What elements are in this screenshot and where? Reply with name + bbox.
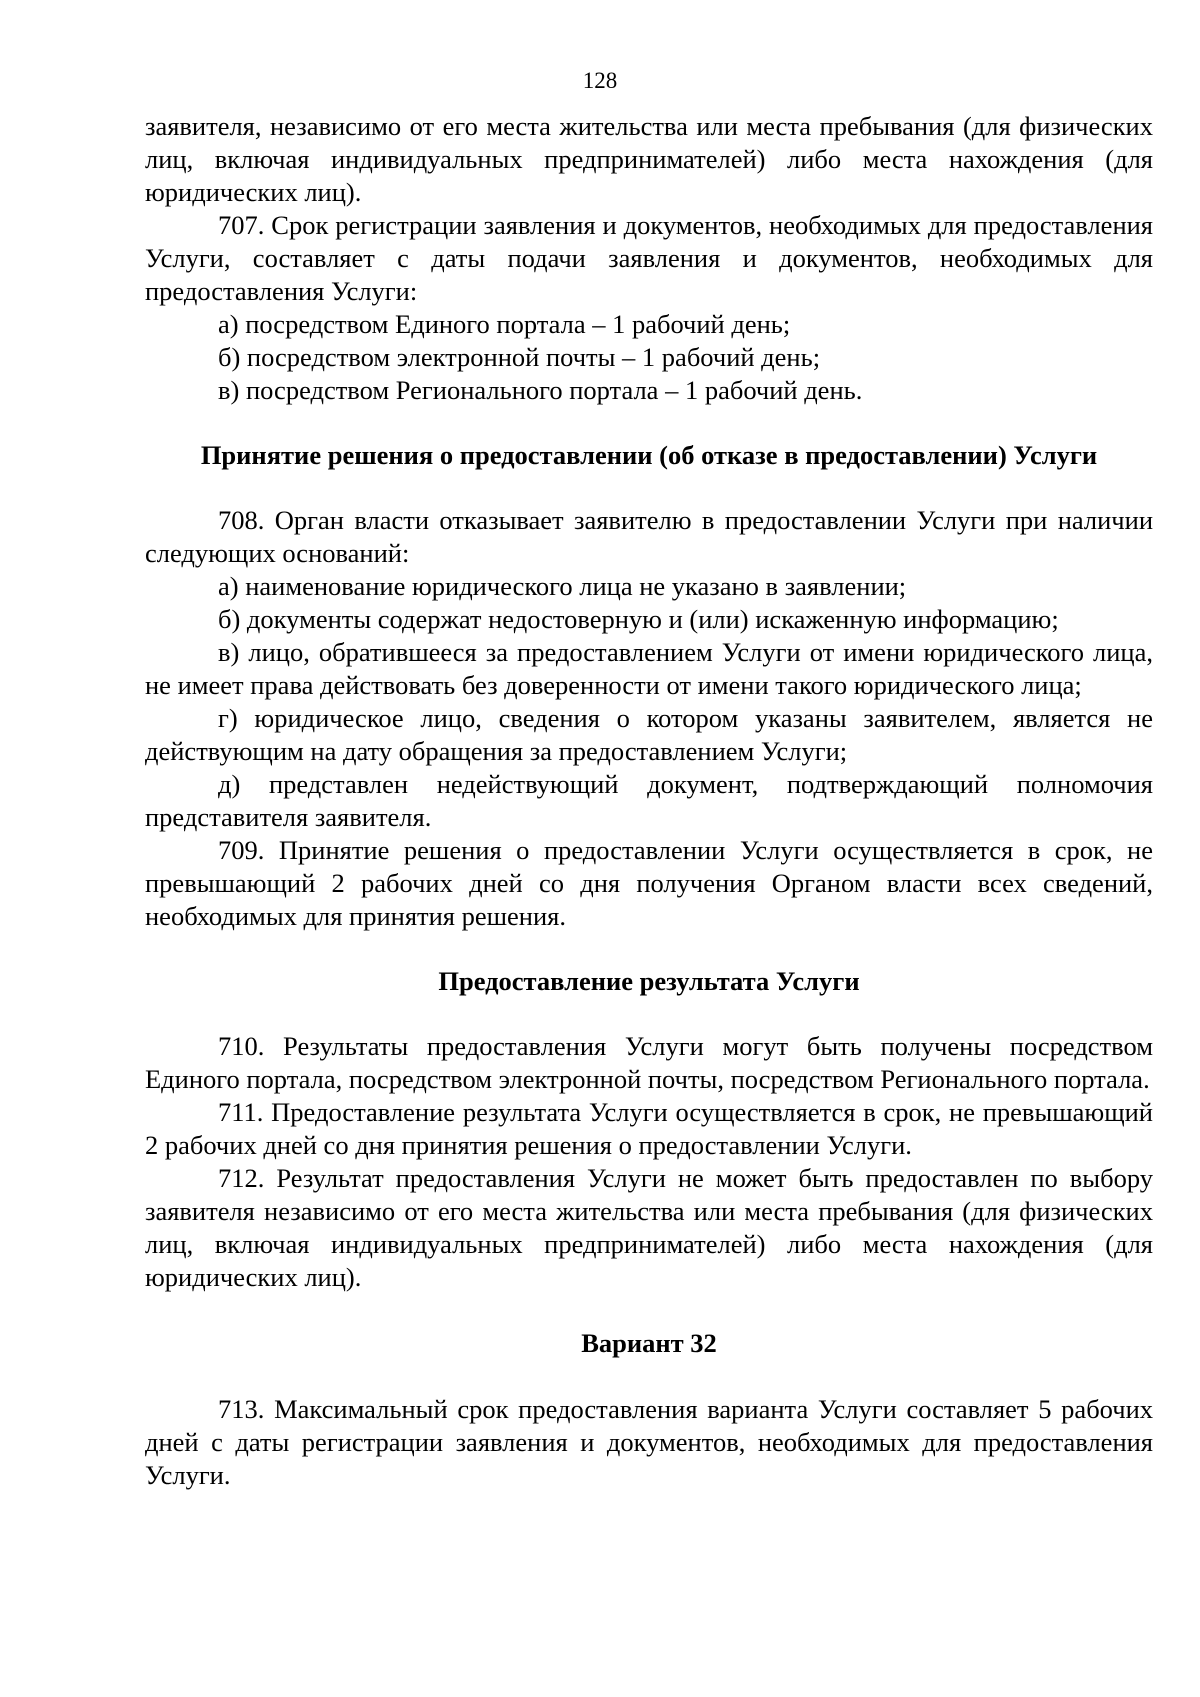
section-variant — [145, 1393, 1153, 1492]
list-item: б) посредством электронной почты – 1 рабочий день; — [218, 342, 821, 372]
paragraph: 710. Результаты предоставления Услуги могут быть получены посредством Единого портала, посредством электронной почты, посредством Регионального портала. — [145, 1031, 1153, 1094]
section-heading: Принятие решения о предоставлении (об отказе в предоставлении) Услуги — [200, 440, 1098, 470]
paragraph: 707. Срок регистрации заявления и документов, необходимых для предоставления Услуги, составляет с даты подачи заявления и документов, необходимых для предоставления Услуги: — [145, 210, 1153, 306]
list-item: а) посредством Единого портала – 1 рабочий день; — [218, 309, 791, 339]
list-item: г) юридическое лицо, сведения о котором указаны заявителем, является не действующим на дату обращения за предоставлением Услуги; — [145, 703, 1153, 766]
page-number: 128 — [582, 68, 618, 93]
list-item: в) посредством Регионального портала – 1 рабочий день. — [218, 375, 863, 405]
section-heading: Вариант 32 — [581, 1328, 717, 1358]
list-item: д) представлен недействующий документ, подтверждающий полномочия представителя заявителя. — [145, 769, 1153, 832]
paragraph: 711. Предоставление результата Услуги осуществляется в срок, не превышающий 2 рабочих дней со дня принятия решения о предоставлении Услуги. — [145, 1097, 1153, 1160]
paragraph: заявителя, независимо от его места жительства или места пребывания (для физических лиц, включая индивидуальных предпринимателей) либо места нахождения (для юридических лиц). — [145, 111, 1153, 207]
section-result — [145, 1030, 1153, 1294]
list-item: б) документы содержат недостоверную и (или) искаженную информацию; — [218, 604, 1059, 634]
paragraph: 708. Орган власти отказывает заявителю в предоставлении Услуги при наличии следующих оснований: — [145, 505, 1153, 568]
list-item: в) лицо, обратившееся за предоставлением Услуги от имени юридического лица, не имеет права действовать без доверенности от имени такого юридического лица; — [145, 637, 1153, 700]
section-intro — [145, 110, 1153, 407]
paragraph: 712. Результат предоставления Услуги не может быть предоставлен по выбору заявителя независимо от его места жительства или места пребывания (для физических лиц, включая индивидуальных предпринимателей) либо места нахождения (для юридических лиц). — [145, 1163, 1153, 1292]
section-decision — [145, 504, 1153, 933]
paragraph: 709. Принятие решения о предоставлении Услуги осуществляется в срок, не превышающий 2 рабочих дней со дня получения Органом власти всех сведений, необходимых для принятия решения. — [145, 835, 1153, 931]
section-heading: Предоставление результата Услуги — [438, 966, 860, 996]
document-body — [145, 110, 1153, 1492]
paragraph: 713. Максимальный срок предоставления варианта Услуги составляет 5 рабочих дней с даты регистрации заявления и документов, необходимых для предоставления Услуги. — [145, 1394, 1153, 1490]
list-item: а) наименование юридического лица не указано в заявлении; — [218, 571, 907, 601]
